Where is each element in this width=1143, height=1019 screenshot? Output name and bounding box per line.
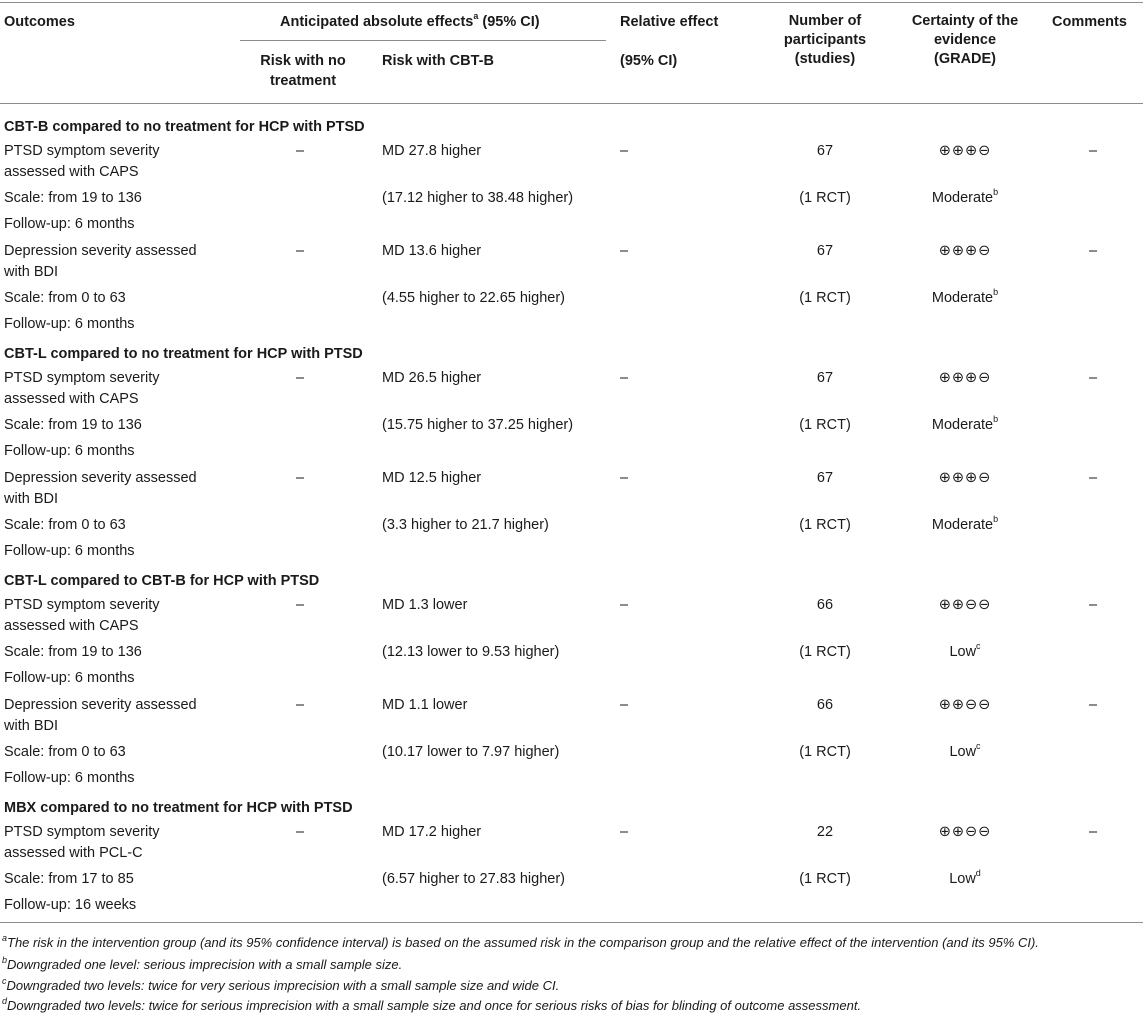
- row-main-values: [0, 368, 1143, 388]
- header-bottom-rule: [0, 103, 1143, 104]
- certainty-text: Moderate: [931, 417, 994, 433]
- footnote-text: Downgraded one level: serious imprecision with a small sample size.: [7, 957, 403, 972]
- certainty-label: [890, 515, 1040, 535]
- row-ci-values: [0, 515, 1143, 535]
- footnote: [2, 975, 560, 994]
- header-risk-no-treatment: [240, 51, 366, 91]
- row-main-values: [0, 468, 1143, 488]
- section-title: CBT-L compared to CBT-B for HCP with PTSD: [4, 573, 320, 589]
- participants-count: 67: [816, 370, 834, 386]
- confidence-interval: (4.55 higher to 22.65 higher): [382, 290, 565, 306]
- header-certainty-line3: (GRADE): [933, 51, 997, 67]
- certainty-label: [890, 642, 1040, 662]
- grade-symbols: ⊕⊕⊕⊖: [938, 243, 992, 259]
- certainty-footnote-mark: b: [993, 414, 999, 425]
- scale-range: Scale: from 0 to 63: [4, 744, 126, 760]
- section-title: MBX compared to no treatment for HCP with PTSD: [4, 800, 353, 816]
- certainty-footnote-mark: b: [993, 514, 999, 525]
- header-comments: Comments: [1052, 14, 1127, 30]
- footnote: [2, 995, 862, 1014]
- footnote: [2, 932, 1039, 951]
- mean-difference: MD 27.8 higher: [382, 143, 482, 159]
- row-follow-up: [0, 214, 1143, 234]
- outcome-line1: Depression severity assessed: [4, 470, 197, 486]
- header-anticipated-ci: (95% CI): [478, 14, 540, 30]
- certainty-label: [890, 415, 1040, 435]
- grade-symbols: ⊕⊕⊖⊖: [938, 597, 992, 613]
- relative-effect: –: [620, 597, 629, 613]
- risk-no-treatment: –: [296, 370, 305, 386]
- follow-up: Follow-up: 6 months: [4, 670, 135, 686]
- certainty-footnote-mark: c: [976, 741, 981, 752]
- row-follow-up: [0, 768, 1143, 788]
- outcome-line1: Depression severity assessed: [4, 697, 197, 713]
- header-number-line2: participants: [783, 32, 867, 48]
- risk-no-treatment: –: [296, 243, 305, 259]
- comments-value: –: [1088, 824, 1098, 840]
- row-ci-values: [0, 188, 1143, 208]
- risk-no-treatment: –: [296, 597, 305, 613]
- participants-count: 67: [816, 143, 834, 159]
- header-risk-no-treatment-line1: Risk with no: [260, 53, 346, 69]
- row-follow-up: [0, 541, 1143, 561]
- certainty-text: Low: [949, 744, 977, 760]
- relative-effect: –: [620, 143, 629, 159]
- header-relative-ci: (95% CI): [620, 53, 678, 69]
- certainty-label: [890, 288, 1040, 308]
- outcome-line1: PTSD symptom severity: [4, 597, 160, 613]
- relative-effect: –: [620, 824, 629, 840]
- outcome-line2: with BDI: [4, 491, 58, 507]
- footnote-mark: c: [2, 975, 7, 986]
- scale-range: Scale: from 0 to 63: [4, 517, 126, 533]
- comments-value: –: [1088, 470, 1098, 486]
- outcome-line2: assessed with PCL-C: [4, 845, 143, 861]
- certainty-text: Low: [949, 644, 977, 660]
- follow-up: Follow-up: 6 months: [4, 316, 135, 332]
- header-anticipated-rule: [240, 40, 606, 41]
- certainty-text: Moderate: [931, 290, 994, 306]
- section-title: CBT-L compared to no treatment for HCP with PTSD: [4, 346, 363, 362]
- scale-range: Scale: from 17 to 85: [4, 871, 134, 887]
- outcome-line1: PTSD symptom severity: [4, 824, 160, 840]
- mean-difference: MD 12.5 higher: [382, 470, 482, 486]
- study-count: (1 RCT): [799, 190, 851, 206]
- participants-count: 66: [816, 697, 834, 713]
- certainty-footnote-mark: b: [993, 287, 999, 298]
- certainty-label: [890, 742, 1040, 762]
- risk-no-treatment: –: [296, 824, 305, 840]
- certainty-label: [890, 869, 1040, 889]
- participants-count: 22: [816, 824, 834, 840]
- outcome-line1: PTSD symptom severity: [4, 370, 160, 386]
- confidence-interval: (10.17 lower to 7.97 higher): [382, 744, 560, 760]
- study-count: (1 RCT): [799, 417, 851, 433]
- row-ci-values: [0, 642, 1143, 662]
- footnote-mark: b: [2, 954, 8, 965]
- relative-effect: –: [620, 370, 629, 386]
- scale-range: Scale: from 19 to 136: [4, 190, 142, 206]
- certainty-footnote-mark: b: [993, 187, 999, 198]
- footnote: [2, 954, 403, 973]
- header-certainty-line2: evidence: [933, 32, 997, 48]
- comments-value: –: [1088, 143, 1098, 159]
- certainty-label: [890, 188, 1040, 208]
- comments-value: –: [1088, 243, 1098, 259]
- mean-difference: MD 1.3 lower: [382, 597, 468, 613]
- risk-no-treatment: –: [296, 697, 305, 713]
- section-title: CBT-B compared to no treatment for HCP with PTSD: [4, 119, 365, 135]
- outcome-line1: PTSD symptom severity: [4, 143, 160, 159]
- row-ci-values: [0, 869, 1143, 889]
- scale-range: Scale: from 19 to 136: [4, 417, 142, 433]
- mean-difference: MD 13.6 higher: [382, 243, 482, 259]
- participants-count: 66: [816, 597, 834, 613]
- comments-value: –: [1088, 370, 1098, 386]
- footnote-mark: a: [2, 932, 8, 943]
- header-risk-no-treatment-line2: treatment: [269, 73, 337, 89]
- grade-symbols: ⊕⊕⊕⊖: [938, 370, 992, 386]
- outcome-line2: assessed with CAPS: [4, 618, 139, 634]
- risk-no-treatment: –: [296, 143, 305, 159]
- study-count: (1 RCT): [799, 644, 851, 660]
- footnote-mark: d: [2, 995, 8, 1006]
- outcome-line2: assessed with CAPS: [4, 164, 139, 180]
- row-main-values: [0, 822, 1143, 842]
- follow-up: Follow-up: 6 months: [4, 443, 135, 459]
- relative-effect: –: [620, 470, 629, 486]
- footnote-text: The risk in the intervention group (and its 95% confidence interval) is based on the assumed risk in the comparison group and the relative effect of the intervention (and its 95% CI).: [7, 935, 1039, 950]
- header-number-line1: Number of: [788, 13, 862, 29]
- row-main-values: [0, 595, 1143, 615]
- row-ci-values: [0, 742, 1143, 762]
- confidence-interval: (3.3 higher to 21.7 higher): [382, 517, 549, 533]
- header-number-participants: [760, 12, 890, 69]
- mean-difference: MD 26.5 higher: [382, 370, 482, 386]
- row-main-values: [0, 141, 1143, 161]
- relative-effect: –: [620, 697, 629, 713]
- relative-effect: –: [620, 243, 629, 259]
- participants-count: 67: [816, 470, 834, 486]
- header-risk-cbt: Risk with CBT-B: [382, 53, 494, 69]
- certainty-text: Moderate: [931, 190, 994, 206]
- certainty-footnote-mark: c: [976, 641, 981, 652]
- comments-value: –: [1088, 597, 1098, 613]
- certainty-footnote-mark: d: [975, 868, 981, 879]
- outcome-line1: Depression severity assessed: [4, 243, 197, 259]
- mean-difference: MD 1.1 lower: [382, 697, 468, 713]
- row-follow-up: [0, 441, 1143, 461]
- confidence-interval: (6.57 higher to 27.83 higher): [382, 871, 565, 887]
- confidence-interval: (17.12 higher to 38.48 higher): [382, 190, 574, 206]
- certainty-text: Low: [949, 871, 976, 887]
- row-follow-up: [0, 668, 1143, 688]
- header-anticipated-effects: [280, 12, 540, 32]
- grade-symbols: ⊕⊕⊕⊖: [938, 143, 992, 159]
- follow-up: Follow-up: 6 months: [4, 543, 135, 559]
- header-number-line3: (studies): [794, 51, 856, 67]
- mean-difference: MD 17.2 higher: [382, 824, 482, 840]
- row-follow-up: [0, 895, 1143, 915]
- certainty-text: Moderate: [931, 517, 994, 533]
- footnote-text: Downgraded two levels: twice for very serious imprecision with a small sample size and wide CI.: [6, 978, 560, 993]
- follow-up: Follow-up: 16 weeks: [4, 897, 137, 913]
- confidence-interval: (12.13 lower to 9.53 higher): [382, 644, 560, 660]
- grade-symbols: ⊕⊕⊖⊖: [938, 697, 992, 713]
- header-outcomes: Outcomes: [4, 14, 75, 30]
- study-count: (1 RCT): [799, 871, 851, 887]
- row-main-values: [0, 695, 1143, 715]
- table-top-rule: [0, 2, 1143, 3]
- header-certainty: [890, 12, 1040, 69]
- grade-symbols: ⊕⊕⊕⊖: [938, 470, 992, 486]
- outcome-line2: with BDI: [4, 264, 58, 280]
- header-anticipated-text: Anticipated absolute effects: [280, 14, 474, 30]
- table-bottom-rule: [0, 922, 1143, 923]
- row-ci-values: [0, 288, 1143, 308]
- outcome-line2: assessed with CAPS: [4, 391, 139, 407]
- confidence-interval: (15.75 higher to 37.25 higher): [382, 417, 574, 433]
- risk-no-treatment: –: [296, 470, 305, 486]
- row-follow-up: [0, 314, 1143, 334]
- header-certainty-line1: Certainty of the: [911, 13, 1019, 29]
- comments-value: –: [1088, 697, 1098, 713]
- participants-count: 67: [816, 243, 834, 259]
- study-count: (1 RCT): [799, 517, 851, 533]
- scale-range: Scale: from 0 to 63: [4, 290, 126, 306]
- outcome-line2: with BDI: [4, 718, 58, 734]
- study-count: (1 RCT): [799, 744, 851, 760]
- header-relative-effect: Relative effect: [620, 14, 719, 30]
- grade-symbols: ⊕⊕⊖⊖: [938, 824, 992, 840]
- study-count: (1 RCT): [799, 290, 851, 306]
- header-anticipated-footnote-mark: a: [473, 11, 479, 22]
- scale-range: Scale: from 19 to 136: [4, 644, 142, 660]
- follow-up: Follow-up: 6 months: [4, 216, 135, 232]
- row-main-values: [0, 241, 1143, 261]
- follow-up: Follow-up: 6 months: [4, 770, 135, 786]
- row-ci-values: [0, 415, 1143, 435]
- footnote-text: Downgraded two levels: twice for serious imprecision with a small sample size and once for serious risks of bias for blinding of outcome assessment.: [7, 998, 862, 1013]
